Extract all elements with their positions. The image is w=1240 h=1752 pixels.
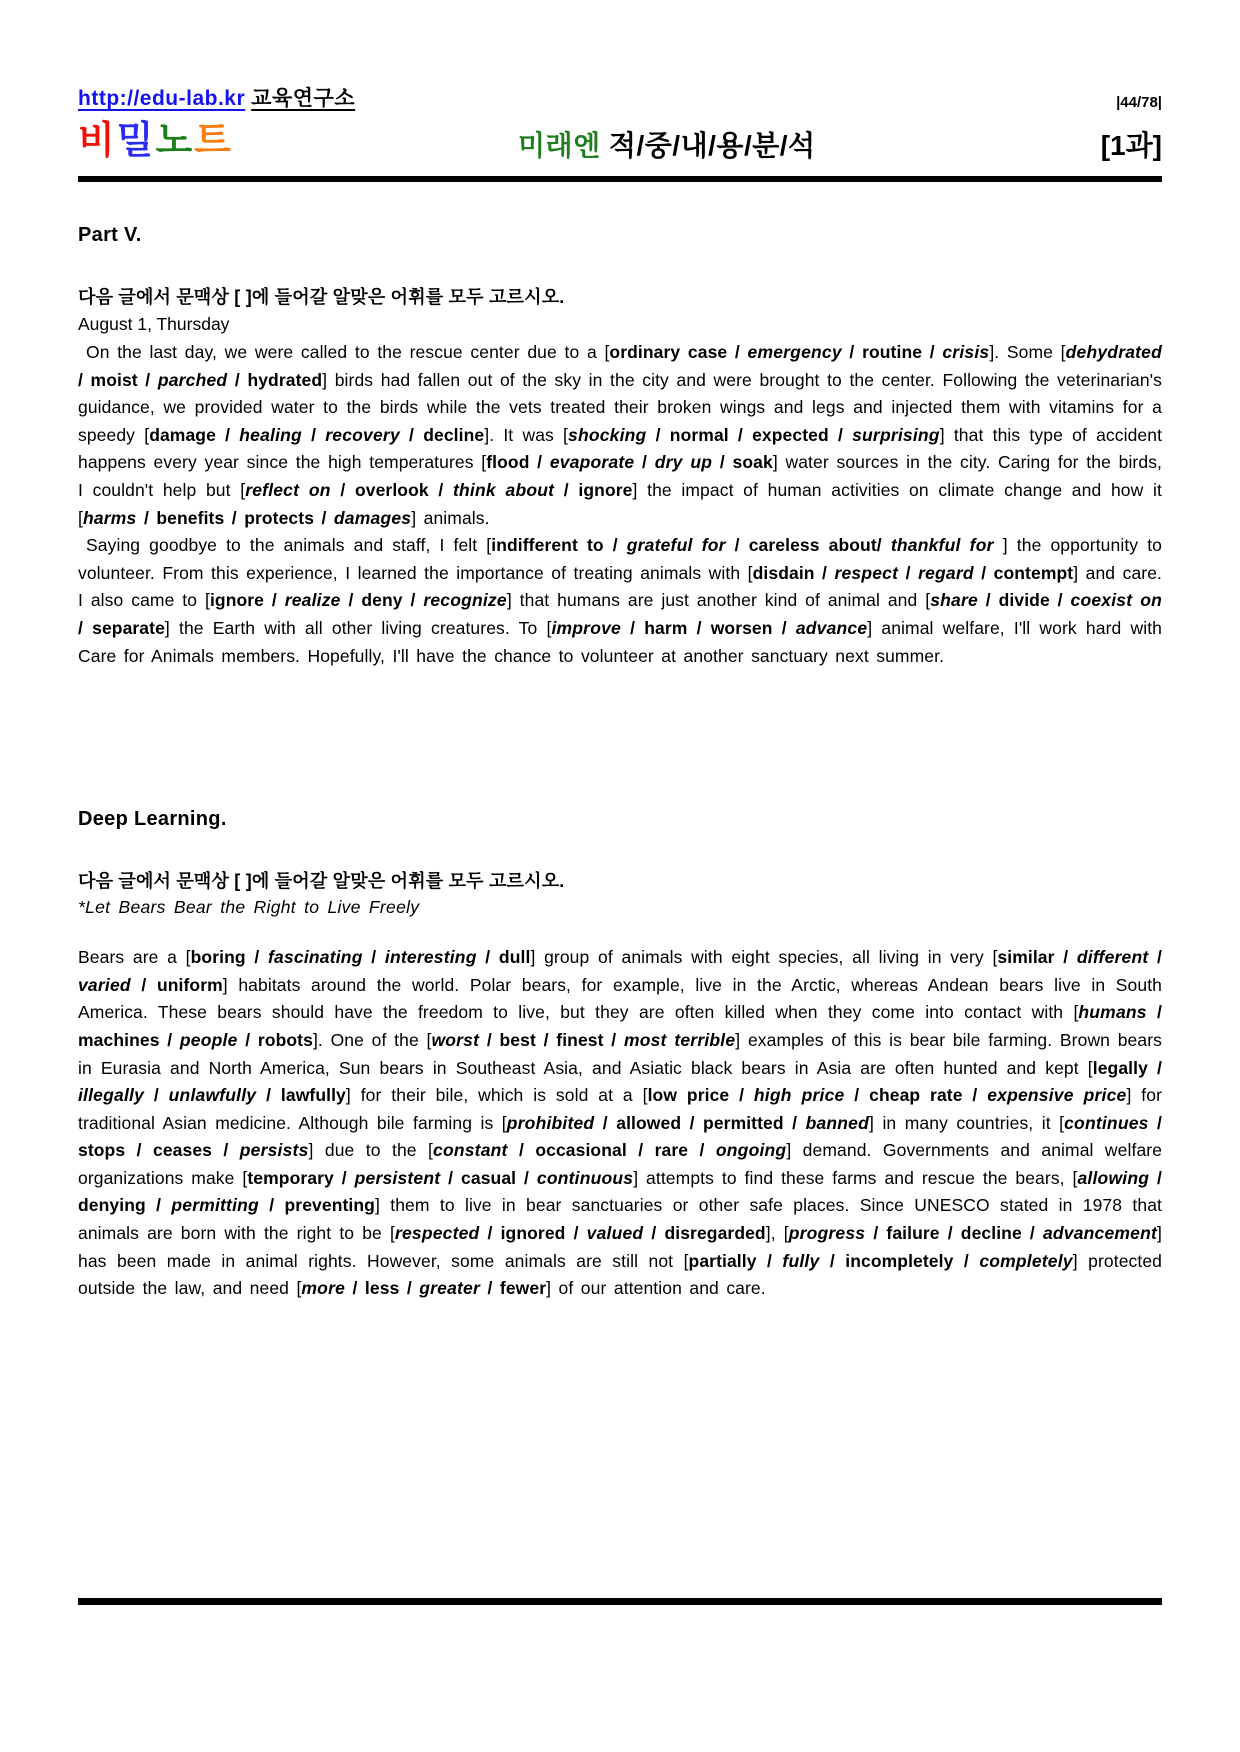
deep-learning-passage-title: *Let Bears Bear the Right to Live Freely bbox=[78, 897, 420, 918]
lesson-label: [1과] bbox=[1100, 130, 1162, 161]
deep-learning-passage-paragraph: Bears are a [boring / fascinating / interesting / dull] group of animals with eight species, all living in very [similar / different / varied / uniform] habitats around the world. Polar bears, for example, live in the Arctic, whereas Andean bears live in South America. These bears should have the freedom to live, but they are often killed when they come into contact with [humans / machines / people / robots]. One of the [worst / best / finest / most terrible] examples of this is bear bile farming. Brown bears in Eurasia and North America, Sun bears in Southeast Asia, and Asiatic black bears in Asia are often hunted and kept [legally / illegally / unlawfully / lawfully] for their bile, which is sold at a [low price / high price / cheap rate / expensive price] for traditional Asian medicine. Although bile farming is [prohibited / allowed / permitted / banned] in many countries, it [continues / stops / ceases / persists] due to the [constant / occasional / rare / ongoing] demand. Governments and animal welfare organizations make [temporary / persistent / casual / continuous] attempts to find these farms and rescue the bears, [allowing / denying / permitting / preventing] them to live in bear sanctuaries or other safe places. Since UNESCO stated in 1978 that animals are born with the right to be [respected / ignored / valued / disregarded], [progress / failure / decline / advancement] has been made in animal rights. However, some animals are still not [partially / fully / incompletely / completely] protected outside the law, and need [more / less / greater / fewer] of our attention and care. bbox=[78, 947, 1163, 1299]
document-title bbox=[518, 132, 816, 160]
brand-logo bbox=[78, 122, 233, 160]
brand-letter: 비 bbox=[78, 120, 117, 162]
site-url-link[interactable]: http://edu-lab.kr bbox=[78, 87, 246, 110]
brand-letter: 밀 bbox=[116, 120, 156, 162]
deep-learning-heading: Deep Learning. bbox=[78, 808, 227, 831]
page-indicator: |44/78| bbox=[1116, 94, 1162, 111]
document-title-publisher: 미래엔 bbox=[517, 130, 601, 161]
site-org-label: 교육연구소 bbox=[251, 87, 356, 110]
footer-divider bbox=[78, 1598, 1162, 1605]
part5-heading: Part V. bbox=[78, 224, 142, 246]
site-line bbox=[78, 82, 355, 112]
part5-instruction: 다음 글에서 문맥상 [ ]에 들어갈 알맞은 어휘를 모두 고르시오. bbox=[78, 287, 565, 307]
document-title-text: 적/중/내/용/분/석 bbox=[600, 130, 816, 161]
deep-learning-instruction: 다음 글에서 문맥상 [ ]에 들어갈 알맞은 어휘를 모두 고르시오. bbox=[78, 871, 565, 892]
header-divider bbox=[78, 176, 1162, 182]
brand-letter: 노 bbox=[155, 120, 195, 162]
header bbox=[78, 0, 1162, 112]
diary-date-line: August 1, Thursday bbox=[78, 314, 230, 334]
brand-letter: 트 bbox=[194, 120, 233, 162]
part5-passage-paragraph-2: Saying goodbye to the animals and staff, I felt [indifferent to / grateful for / careless about/ thankful for ] the opportunity to volunteer. From this experience, I learned the importance of treating animals with [disdain / respect / regard / contempt] and care. I also came to [ignore / realize / deny / recognize] that humans are just another kind of animal and [share / divide / coexist on / separate] the Earth with all other living creatures. To [improve / harm / worsen / advance] animal welfare, I'll work hard with Care for Animals members. Hopefully, I'll have the chance to volunteer at another sanctuary next summer. bbox=[78, 535, 1163, 666]
header-title-row bbox=[78, 122, 1162, 160]
part5-passage-paragraph-1: On the last day, we were called to the rescue center due to a [ordinary case / emergency / routine / crisis]. Some [dehydrated / moist / parched / hydrated] birds had fallen out of the sky in the city and were brought to the center. Following the veterinarian's guidance, we provided water to the birds while the vets treated their broken wings and legs and injected them with vitamins for a speedy [damage / healing / recovery / decline]. It was [shocking / normal / expected / surprising] that this type of accident happens every year since the high temperatures [flood / evaporate / dry up / soak] water sources in the city. Caring for the birds, I couldn't help but [reflect on / overlook / think about / ignore] the impact of human activities on climate change and how it [harms / benefits / protects / damages] animals. bbox=[78, 342, 1163, 528]
